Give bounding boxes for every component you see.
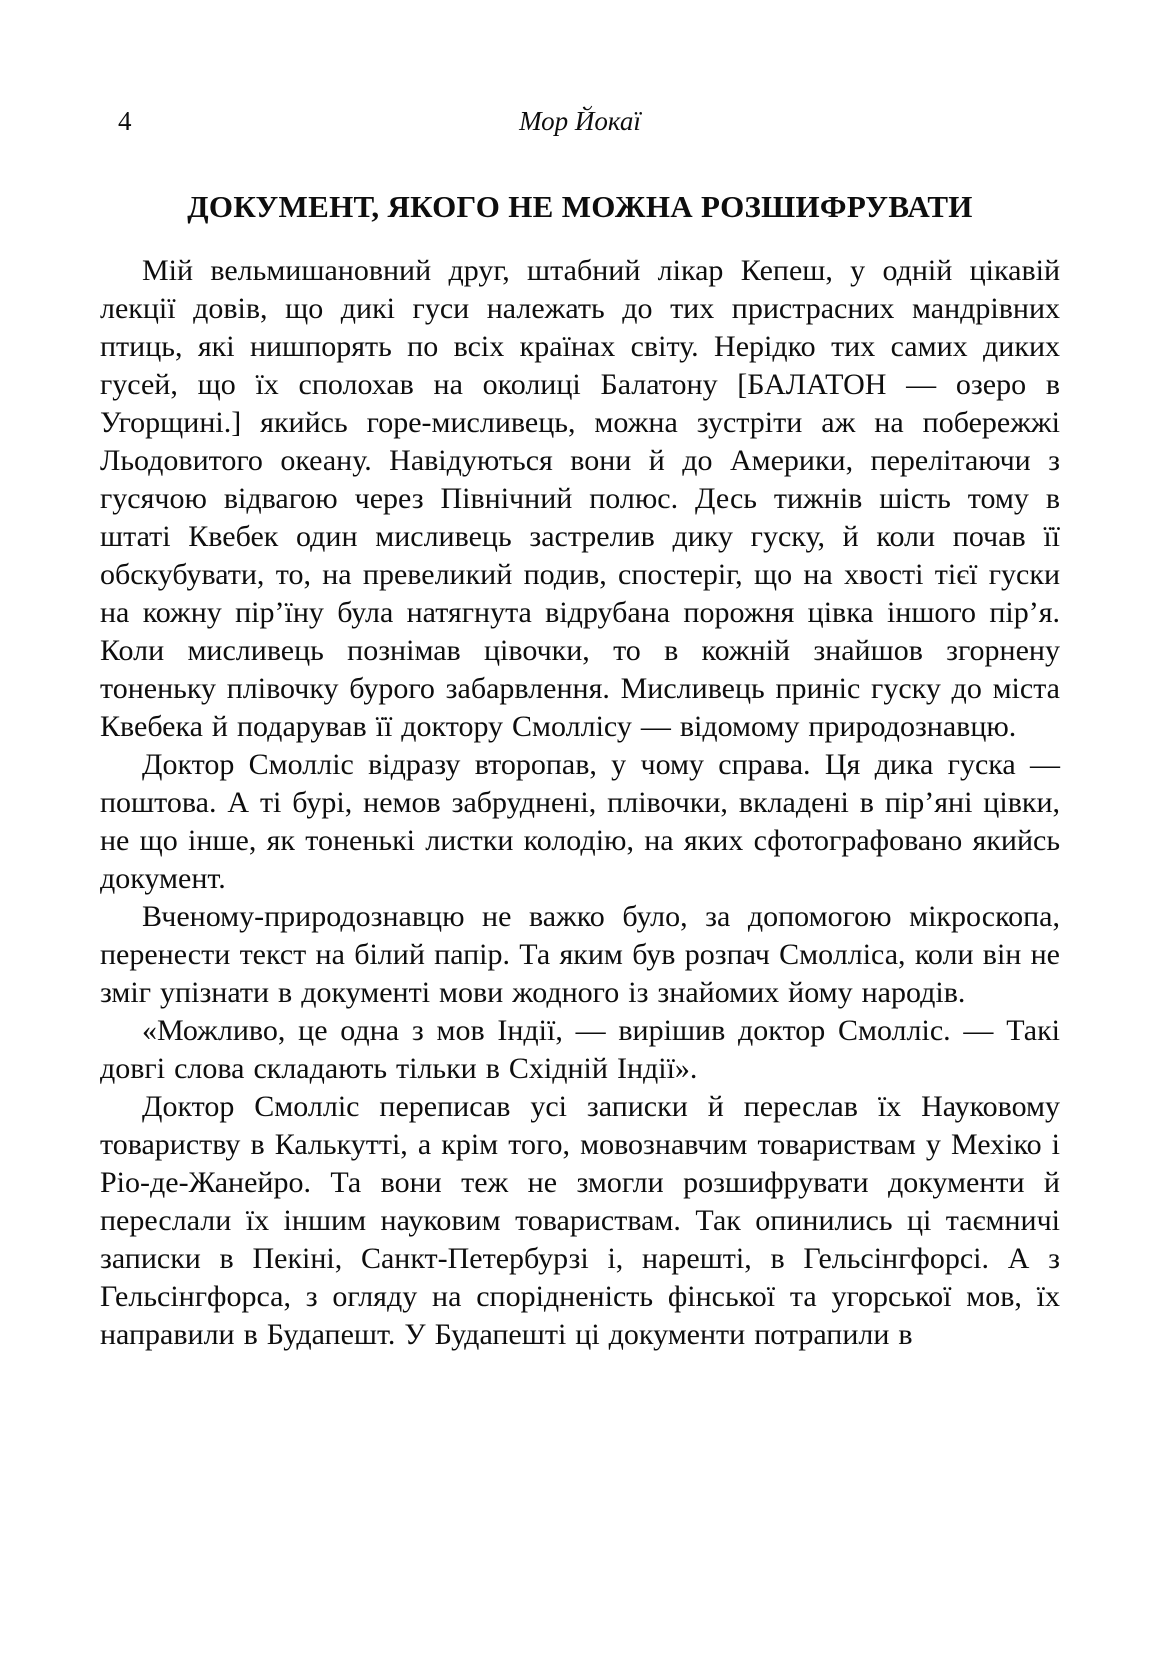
paragraph: Доктор Смолліс переписав усі записки й переслав їх Науковому товариству в Калькутті, а крім того, мовознавчим товариствам у Мехіко і Ріо-де-Жанейро. Та вони теж не змогли розшифрувати документи й переслали їх іншим науковим товариствам. Так опинились ці таємничі записки в Пекіні, Санкт-Петербурзі і, нарешті, в Гельсінгфорсі. А з Гельсінгфорса, з огляду на спорідненість фінської та угорської мов, їх направили в Будапешт. У Будапешті ці документи потрапили в xyxy=(100,1090,1060,1351)
chapter-title: ДОКУМЕНТ, ЯКОГО НЕ МОЖНА РОЗШИФРУВАТИ xyxy=(187,189,973,224)
paragraph: Вченому-природознавцю не важко було, за допомогою мікроскопа, перенести текст на білий папір. Та яким був розпач Смолліса, коли він не зміг упізнати в документі мови жодного із знайомих йому народів. xyxy=(100,900,1060,1009)
paragraph: Доктор Смолліс відразу второпав, у чому справа. Ця дика гуска — поштова. А ті бурі, немов забруднені, плівочки, вкладені в пір’яні цівки, не що інше, як тоненькі листки колодію, на яких сфотографовано якийсь документ. xyxy=(100,748,1060,895)
running-header-title: Мор Йокаї xyxy=(519,106,641,136)
page-number: 4 xyxy=(118,106,132,136)
paragraph: «Можливо, це одна з мов Індії, — вирішив доктор Смолліс. — Такі довгі слова складають тільки в Східній Індії». xyxy=(100,1014,1060,1085)
paragraph: Мій вельмишановний друг, штабний лікар Кепеш, у одній цікавій лекції довів, що дикі гуси належать до тих пристрасних мандрівних птиць, які нишпорять по всіх країнах світу. Нерідко тих самих диких гусей, що їх сполохав на околиці Балатону [БАЛАТОН — озеро в Угорщині.] якийсь горе-мисливець, можна зустріти аж на побережжі Льодовитого океану. Навідуються вони й до Америки, перелітаючи з гусячою відвагою через Північний полюс. Десь тижнів шість тому в штаті Квебек один мисливець застрелив дику гуску, й коли почав її обскубувати, то, на превеликий подив, спостеріг, що на хвості тієї гуски на кожну пір’їну була натягнута відрубана порожня цівка іншого пір’я. Коли мисливець познімав цівочки, то в кожній знайшов згорнену тоненьку плівочку бурого забарвлення. Мисливець приніс гуску до міста Квебека й подарував її доктору Смоллісу — відомому природознавцю. xyxy=(100,254,1060,743)
body-text xyxy=(100,252,1060,1354)
running-head xyxy=(100,104,1060,138)
